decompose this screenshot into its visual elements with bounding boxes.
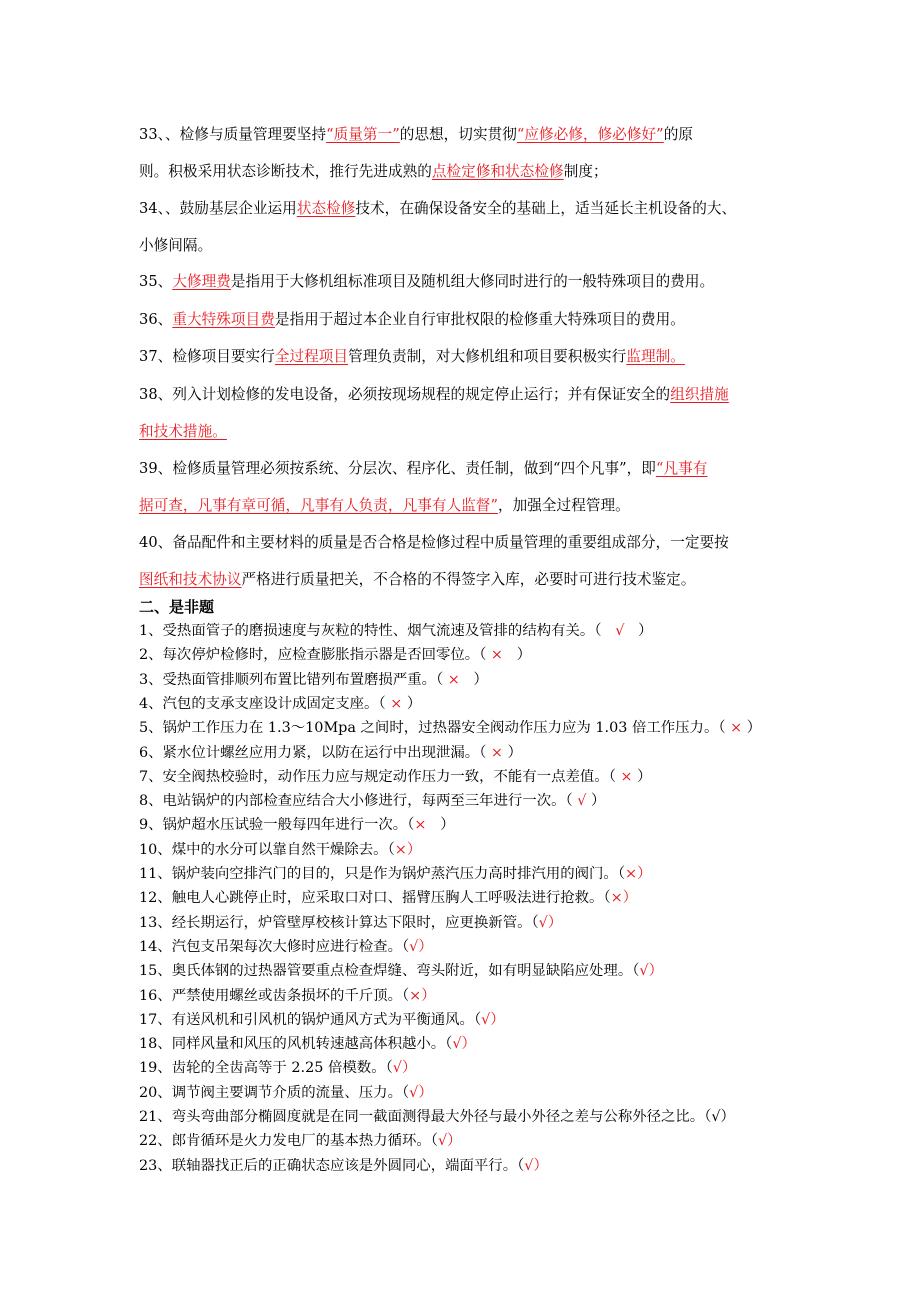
tf-answer-mark: × [447,671,460,688]
tf-close-paren: ） [746,720,762,737]
tf-answer-mark: × [490,647,503,664]
question-39-line-1: 39、检修质量管理必须按系统、分层次、程序化、责任制，做到“四个凡事”，即“凡事有 [139,460,708,477]
tf-question-4 [139,693,421,715]
tf-question-text: 22、郎肯循环是火力发电厂的基本热力循环。（ [139,1133,438,1150]
tf-close-paren: ） [406,695,422,712]
tf-close-paren: ） [418,938,433,955]
tf-close-paren: ） [638,623,653,639]
tf-question-text: 11、锅炉装向空排汽门的目的，只是作为锅炉蒸汽压力高时排汽用的阀门。（ [139,866,626,882]
tf-answer-mark: √ [392,1060,402,1077]
tf-answer-mark: × [730,720,743,737]
question-36-line-1: 36、重大特殊项目费是指用于超过本企业自行审批权限的检修重大特殊项目的费用。 [139,311,685,328]
tf-close-paren: ） [591,793,606,810]
tf-question-11 [139,863,651,885]
tf-question-10 [139,839,421,861]
tf-question-text: 6、紧水位计螺丝应用力紧，以防在运行中出现泄漏。（ [139,744,487,761]
tf-question-12 [139,887,637,909]
tf-question-5 [139,717,761,739]
tf-answer-mark: × [394,841,407,858]
answer-blank: 状态检修 [296,200,356,217]
tf-question-14 [139,936,433,958]
answer-blank: 大修理费 [172,273,231,290]
question-37-line-1: 37、检修项目要实行全过程项目管理负责制，对大修机组和项目要积极实行监理制。 [139,348,685,365]
tf-answer-mark: × [490,744,503,761]
tf-question-13 [139,912,562,934]
tf-answer-mark: √ [481,1011,491,1028]
tf-close-paren: ） [401,1060,417,1077]
tf-close-paren: ） [440,817,455,834]
answer-blank: 据可查，凡事有章可循，凡事有人负责，凡事有人监督” [139,497,498,514]
answer-blank: 重大特殊项目费 [172,311,275,328]
tf-answer-mark: × [390,695,403,712]
tf-question-text: 23、联轴器找正后的正确状态应该是外圆同心，端面平行。（ [139,1157,525,1174]
question-34-line-2: 小修间隔。 [139,237,213,254]
tf-answer-mark: √ [409,938,419,955]
answer-blank: “质量第一” [326,126,400,143]
tf-close-paren: ） [533,1157,548,1174]
tf-question-8 [139,790,605,812]
tf-question-text: 1、受热面管子的磨损速度与灰粒的特性、烟气流速及管排的结构有关。（ [139,623,602,639]
tf-question-7 [139,766,651,788]
answer-blank: 全过程项目 [274,348,349,365]
tf-close-paren: ） [473,671,488,688]
tf-question-16 [139,985,436,1007]
question-38-line-1: 38、列入计划检修的发电设备，必须按现场规程的规定停止运行；并有保证安全的组织措施 [139,386,729,403]
answer-blank: 图纸和技术协议 [139,571,242,588]
tf-question-text: 19、齿轮的全齿高等于 2.25 倍模数。（ [139,1060,393,1077]
tf-close-paren: ） [418,1084,433,1101]
tf-answer-mark: √ [437,1133,448,1150]
tf-question-2 [139,644,531,666]
tf-answer-mark: × [409,987,422,1004]
tf-question-23 [139,1155,548,1177]
tf-question-9 [139,814,455,836]
tf-close-paren: ） [516,647,532,664]
tf-question-text: 18、同样风量和风压的风机转速越高体积越小。（ [139,1036,453,1053]
tf-question-text: 3、受热面管排顺列布置比错列布置磨损严重。（ [139,671,444,688]
tf-question-text: 10、煤中的水分可以靠自然干燥除去。（ [139,841,395,858]
question-33-line-1: 33、、检修与质量管理要坚持“质量第一”的思想，切实贯彻“应修必修，修必修好”的原 [139,126,693,143]
tf-gap [426,817,440,833]
tf-question-1 [139,620,653,642]
tf-gap [460,672,474,688]
tf-close-paren: ） [447,1133,462,1150]
answer-blank: “凡事有 [655,460,708,477]
tf-gap [601,623,615,639]
tf-answer-mark: √ [524,1157,534,1174]
tf-answer-mark: √ [615,623,625,639]
answer-blank: 点检定修和状态检修 [431,163,564,180]
question-38-line-2 [139,421,227,443]
tf-close-paren: ） [547,914,563,931]
tf-close-paren: ） [421,987,436,1004]
question-35-line-1: 35、大修理费是指用于大修机组标准项目及随机组大修同时进行的一般特殊项目的费用。 [139,273,715,290]
tf-answer-mark: × [625,866,638,882]
tf-close-paren: ） [507,744,522,761]
tf-answer-mark: √ [711,1109,721,1125]
tf-question-text: 14、汽包支吊架每次大修时应进行检查。（ [139,938,410,955]
tf-close-paren: ） [720,1109,735,1125]
tf-question-text: 12、触电人心跳停止时，应采取口对口、摇臂压胸人工呼吸法进行抢救。（ [139,890,611,907]
question-33-line-2: 则。积极采用状态诊断技术，推行先进成熟的点检定修和状态检修制度； [139,163,608,180]
tf-question-6 [139,742,522,764]
tf-question-text: 21、弯头弯曲部分椭圆度就是在同一截面测得最大外径与最小外径之差与公称外径之比。（ [139,1109,712,1125]
tf-question-19 [139,1057,416,1079]
tf-question-20 [139,1082,433,1104]
tf-answer-mark: √ [409,1084,419,1101]
answer-blank: 监理制。 [626,348,685,365]
answer-blank: “应修必修，修必修好” [516,126,664,143]
tf-question-text: 7、安全阀热校验时，动作压力应与规定动作压力一致，不能有一点差值。（ [139,768,616,785]
tf-question-18 [139,1033,476,1055]
tf-question-3 [139,669,488,691]
question-39-line-2: 据可查，凡事有章可循，凡事有人负责，凡事有人监督”，加强全过程管理。 [139,497,630,514]
tf-question-text: 9、锅炉超水压试验一般每四年进行一次。（ [139,817,415,834]
tf-answer-mark: × [610,890,623,907]
section-title: 二、是非题 [139,598,215,616]
tf-close-paren: ） [637,768,652,785]
tf-question-text: 4、汽包的支承支座设计成固定支座。（ [139,695,386,712]
tf-question-text: 16、严禁使用螺丝或齿条损坏的千斤顶。（ [139,987,410,1004]
tf-question-text: 20、调节阀主要调节介质的流量、压力。（ [139,1084,410,1101]
tf-gap [624,623,638,639]
tf-close-paren: ） [461,1036,476,1053]
tf-answer-mark: √ [538,914,548,931]
tf-gap [503,647,517,663]
tf-question-text: 15、奥氏体钢的过热器管要重点检查焊缝、弯头附近，如有明显缺陷应处理。（ [139,963,640,980]
tf-question-text: 13、经长期运行，炉管壁厚校核计算达下限时，应更换新管。（ [139,914,539,931]
answer-blank: 和技术措施。 [139,423,227,440]
tf-question-21 [139,1106,735,1128]
tf-question-text: 5、锅炉工作压力在 1.3～10Mpa 之间时，过热器安全阀动作压力应为 1.03 倍工作压力。（ [139,720,726,737]
tf-question-15 [139,960,663,982]
tf-close-paren: ） [490,1011,505,1028]
tf-close-paren: ） [406,841,422,858]
tf-close-paren: ） [648,963,663,980]
tf-question-17 [139,1009,505,1031]
question-40-line-1: 40、备品配件和主要材料的质量是否合格是检修过程中质量管理的重要组成部分，一定要按 [139,534,729,551]
tf-question-text: 8、电站锅炉的内部检查应结合大小修进行，每两至三年进行一次。（ [139,793,573,810]
tf-answer-mark: √ [639,963,649,980]
tf-answer-mark: √ [577,793,587,810]
tf-question-text: 2、每次停炉检修时，应检查膨胀指示器是否回零位。（ [139,647,487,664]
question-40-line-2: 图纸和技术协议严格进行质量把关，不合格的不得签字入库，必要时可进行技术鉴定。 [139,571,696,588]
tf-close-paren: ） [622,890,638,907]
answer-blank: 组织措施 [670,386,729,403]
tf-answer-mark: × [414,817,427,834]
tf-question-22 [139,1130,462,1152]
question-34-line-1: 34、、鼓励基层企业运用状态检修技术，在确保设备安全的基础上，适当延长主机设备的大、 [139,200,737,217]
tf-question-text: 17、有送风机和引风机的锅炉通风方式为平衡通风。（ [139,1011,482,1028]
tf-answer-mark: × [620,768,633,785]
tf-answer-mark: √ [452,1036,462,1053]
tf-close-paren: ） [637,866,652,882]
